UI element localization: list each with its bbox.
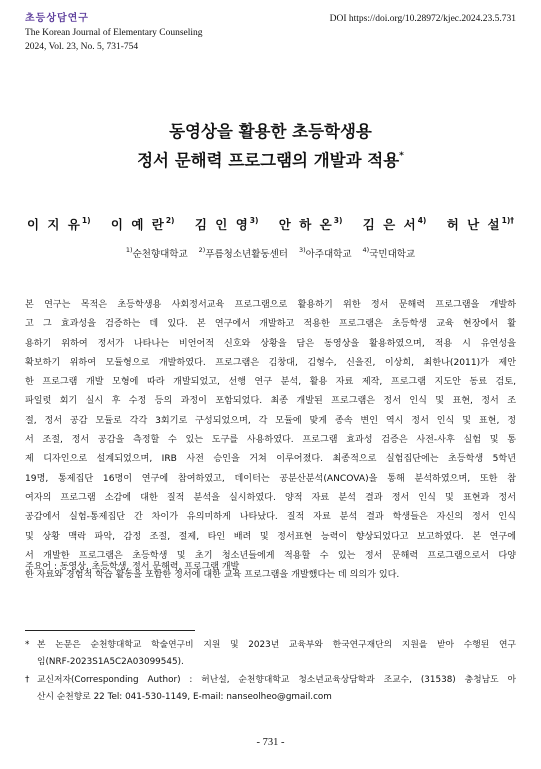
author [27, 217, 91, 232]
paper-title-line-1: 동영상을 활용한 초등학생용 [169, 122, 372, 141]
author [363, 217, 427, 232]
author [447, 217, 514, 232]
abstract-line: 본 연구는 목적은 초등학생용 사회정서교육 프로그램으로 활용하기 위한 정서 문해력 프로그램을 개발하 [25, 300, 516, 310]
author-list [0, 215, 541, 233]
author-affiliation-mark: 3) [333, 216, 343, 225]
footnote-funding [25, 637, 516, 671]
author-affiliation-mark: 4) [417, 216, 427, 225]
footnote-mark: † [25, 675, 30, 685]
doi-link[interactable]: DOI https://doi.org/10.28972/kjec.2024.23.5.731 [329, 14, 516, 24]
affiliation [362, 246, 416, 260]
abstract-line: 서 조절, 정서 공감을 측정할 수 있는 도구를 사용하였다. 프로그램 효과성 검증은 사전-사후 실험 및 통 [25, 435, 516, 446]
journal-name-korean: 초등상담연구 [25, 13, 89, 24]
abstract-line: 확보하기 위하여 모듈형으로 개발하였다. 프로그램은 김창대, 김형수, 신을진, 이상희, 최한나(2011)가 제안 [25, 357, 516, 368]
abstract-line: 19명, 통제집단 16명이 연구에 참여하였고, 데이터는 공분산분석(ANCOVA)을 통해 분석하였으며, 또한 참 [25, 473, 516, 484]
affiliation-mark: 4) [362, 246, 370, 254]
abstract-line: 공감에서 실험-통제집단 간 차이가 유의미하게 나타났다. 질적 자료 분석 결과 학생들은 자신의 정서 인식 [25, 512, 516, 523]
affiliation [298, 246, 352, 260]
journal-header [25, 12, 285, 54]
author-name: 김 은 서 [362, 217, 418, 232]
author-affiliation-mark: 1) [81, 216, 91, 225]
affiliation [198, 246, 288, 260]
author-name: 김 인 영 [194, 217, 250, 232]
abstract [25, 296, 516, 585]
abstract-line: 서 개발한 프로그램은 초등학생 및 초기 청소년들에게 적용할 수 있는 정서 문해력 프로그램으로서 다양 [25, 550, 516, 561]
author [111, 217, 175, 232]
abstract-line: 제 디자인으로 설계되었으며, IRB 사전 승인을 거쳐 이루어졌다. 최종적으로 실험집단에는 초등학생 5학년 [25, 454, 516, 465]
journal-name-english: The Korean Journal of Elementary Counseling [25, 28, 203, 38]
affiliation-name: 국민대학교 [369, 249, 416, 260]
abstract-line: 용하기 위하여 정서가 나타나는 비언어적 신호와 상황을 담은 동영상을 활용하였으며, 적용 시 유연성을 [25, 338, 516, 349]
abstract-line: 고 그 효과성을 검증하는 데 있다. 본 연구에서 개발하고 적용한 프로그램은 초등학생 교육 현장에서 활 [25, 319, 516, 330]
affiliation [125, 246, 188, 260]
footnote-line: 임(NRF-2023S1A5C2A03099545). [37, 657, 184, 667]
footnote-line: 산시 순천향로 22 Tel: 041-530-1149, E-mail: nanseolheo@gmail.com [37, 692, 332, 702]
footnote-mark: * [25, 640, 30, 650]
author-name: 이 지 유 [26, 217, 82, 232]
title-footnote-mark: * [399, 151, 404, 161]
affiliation-name: 푸름청소년활동센터 [205, 249, 288, 260]
author-name: 이 예 란 [110, 217, 166, 232]
author-name: 안 하 온 [278, 217, 334, 232]
author-affiliation-mark: 1)† [501, 216, 515, 225]
footnote-line: 본 논문은 순천향대학교 학술연구비 지원 및 2023년 교육부와 한국연구재단의 지원을 받아 수행된 연구 [37, 640, 516, 650]
footnote-corresponding-author [25, 672, 516, 706]
author-affiliation-mark: 3) [249, 216, 259, 225]
abstract-line: 한 자료와 경험적 학습 활동을 포함한 정서에 대한 교육 프로그램을 개발했다는 데 의의가 있다. [25, 570, 400, 581]
affiliation-mark: 2) [198, 246, 206, 254]
author [195, 217, 259, 232]
abstract-line: 한 프로그램 개발 모형에 따라 개발되었고, 선행 연구 분석, 활용 자료 제작, 프로그램 지도안 동료 검토, [25, 377, 516, 388]
abstract-line: 절, 정서 공감 모듈로 각각 3회기로 구성되었으며, 각 모듈에 맞게 종속 변인 역시 정서 인식 및 표현, 정 [25, 415, 516, 426]
affiliation-list [0, 246, 541, 260]
abstract-line: 파일럿 회기 실시 후 수정 등의 과정이 포함되었다. 최종 개발된 프로그램은 정서 인식 및 표현, 정서 조 [25, 396, 516, 407]
affiliation-mark: 3) [298, 246, 306, 254]
footnote-line: 교신저자(Corresponding Author) : 허난설, 순천향대학교 청소년교육상담학과 조교수, (31538) 충청남도 아 [37, 675, 516, 685]
affiliation-name: 순천향대학교 [132, 249, 188, 260]
author-name: 허 난 설 [446, 217, 502, 232]
affiliation-mark: 1) [125, 246, 133, 254]
affiliation-name: 아주대학교 [305, 249, 352, 260]
footnote-divider [25, 630, 195, 631]
abstract-line: 및 상황 맥락 파악, 감정 조절, 절제, 타인 배려 및 정서표현 능력이 향상되었다고 보고하였다. 본 연구에 [25, 531, 516, 542]
paper-title-line-2-text: 정서 문해력 프로그램의 개발과 적용 [137, 151, 400, 170]
author-affiliation-mark: 2) [165, 216, 175, 225]
page-number: - 731 - [256, 737, 285, 748]
abstract-line: 여자의 프로그램 소감에 대한 질적 분석을 실시하였다. 양적 자료 분석 결과 정서 인식 및 표현과 정서 [25, 492, 516, 503]
paper-title-line-2 [0, 147, 541, 171]
keywords: 주요어 : 동영상, 초등학생, 정서 문해력, 프로그램 개발 [25, 562, 240, 572]
author [279, 217, 343, 232]
journal-volume-info: 2024, Vol. 23, No. 5, 731-754 [25, 42, 139, 52]
